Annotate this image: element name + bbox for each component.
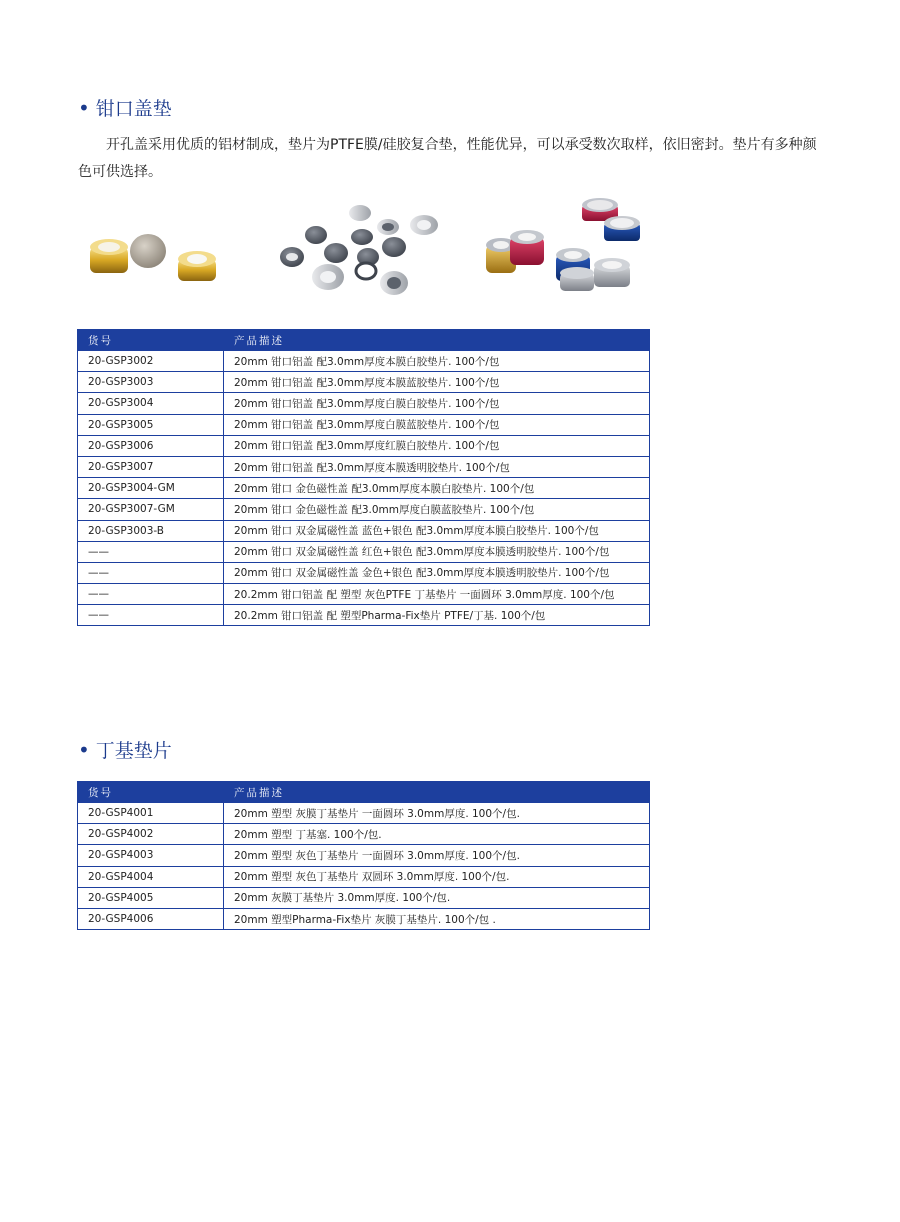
item-number-cell: 20-GSP4004	[78, 866, 224, 887]
section-title-text: 丁基垫片	[95, 740, 172, 762]
table-row	[78, 541, 650, 562]
item-number-cell: 20-GSP3006	[78, 435, 224, 456]
table-row	[78, 435, 650, 456]
bullet-icon: •	[78, 95, 90, 120]
table-row	[78, 478, 650, 499]
table-row	[78, 456, 650, 477]
table-row	[78, 845, 650, 866]
item-number-cell: 20-GSP3007-GM	[78, 499, 224, 520]
section-title-text: 钳口盖垫	[95, 98, 172, 120]
header-item-number: 货号	[78, 782, 224, 803]
table-header-row	[78, 782, 650, 803]
description-cell: 20mm 钳口铝盖 配3.0mm厚度本膜透明胶垫片. 100个/包	[224, 456, 650, 477]
item-number-cell: 20-GSP4001	[78, 803, 224, 824]
item-number-cell: 20-GSP3003	[78, 372, 224, 393]
item-number-cell: ——	[78, 584, 224, 605]
item-number-cell: 20-GSP4006	[78, 908, 224, 929]
table-row	[78, 351, 650, 372]
item-number-cell: ——	[78, 541, 224, 562]
description-cell: 20mm 钳口 金色磁性盖 配3.0mm厚度本膜白胶垫片. 100个/包	[224, 478, 650, 499]
description-cell: 20mm 钳口 双金属磁性盖 蓝色+银色 配3.0mm厚度本膜白胶垫片. 100个/包	[224, 520, 650, 541]
section-title-crimp-caps	[78, 94, 172, 121]
table-row	[78, 887, 650, 908]
header-description: 产品描述	[224, 782, 650, 803]
item-number-cell: 20-GSP3003-B	[78, 520, 224, 541]
description-cell: 20mm 钳口铝盖 配3.0mm厚度红膜白胶垫片. 100个/包	[224, 435, 650, 456]
table-row	[78, 393, 650, 414]
grey-septa-photo	[264, 195, 454, 305]
gold-caps-photo	[78, 195, 228, 305]
crimp-caps-table	[77, 329, 650, 626]
item-number-cell: 20-GSP3007	[78, 456, 224, 477]
description-cell: 20mm 塑型Pharma-Fix垫片 灰膜丁基垫片. 100个/包 .	[224, 908, 650, 929]
colored-caps-photo	[476, 195, 656, 305]
intro-paragraph: 开孔盖采用优质的铝材制成，垫片为PTFE膜/硅胶复合垫，性能优异，可以承受数次取样，依旧密封。垫片有多种颜色可供选择。	[78, 137, 817, 180]
header-description: 产品描述	[224, 330, 650, 351]
description-cell: 20mm 钳口 金色磁性盖 配3.0mm厚度白膜蓝胶垫片. 100个/包	[224, 499, 650, 520]
section-title-butyl-septa	[78, 736, 172, 763]
table-header-row	[78, 330, 650, 351]
table-row	[78, 584, 650, 605]
description-cell: 20mm 钳口铝盖 配3.0mm厚度白膜白胶垫片. 100个/包	[224, 393, 650, 414]
table-row	[78, 520, 650, 541]
header-item-number: 货号	[78, 330, 224, 351]
item-number-cell: 20-GSP3002	[78, 351, 224, 372]
item-number-cell: ——	[78, 562, 224, 583]
description-cell: 20mm 灰膜丁基垫片 3.0mm厚度. 100个/包.	[224, 887, 650, 908]
table-row	[78, 605, 650, 626]
description-cell: 20mm 塑型 丁基塞. 100个/包.	[224, 824, 650, 845]
item-number-cell: 20-GSP3004	[78, 393, 224, 414]
description-cell: 20mm 钳口 双金属磁性盖 金色+银色 配3.0mm厚度本膜透明胶垫片. 100个/包	[224, 562, 650, 583]
bullet-icon: •	[78, 737, 90, 762]
description-cell: 20mm 钳口铝盖 配3.0mm厚度本膜白胶垫片. 100个/包	[224, 351, 650, 372]
description-cell: 20.2mm 钳口铝盖 配 塑型Pharma-Fix垫片 PTFE/丁基. 100个/包	[224, 605, 650, 626]
table-row	[78, 372, 650, 393]
description-cell: 20.2mm 钳口铝盖 配 塑型 灰色PTFE 丁基垫片 一面圆环 3.0mm厚度. 100个/包	[224, 584, 650, 605]
table-row	[78, 562, 650, 583]
table-row	[78, 824, 650, 845]
description-cell: 20mm 塑型 灰色丁基垫片 一面圆环 3.0mm厚度. 100个/包.	[224, 845, 650, 866]
item-number-cell: 20-GSP4005	[78, 887, 224, 908]
description-cell: 20mm 钳口 双金属磁性盖 红色+银色 配3.0mm厚度本膜透明胶垫片. 100个/包	[224, 541, 650, 562]
product-photos	[78, 195, 658, 305]
table-row	[78, 803, 650, 824]
item-number-cell: 20-GSP4002	[78, 824, 224, 845]
item-number-cell: ——	[78, 605, 224, 626]
description-cell: 20mm 塑型 灰膜丁基垫片 一面圆环 3.0mm厚度. 100个/包.	[224, 803, 650, 824]
table-row	[78, 866, 650, 887]
item-number-cell: 20-GSP3005	[78, 414, 224, 435]
table-row	[78, 908, 650, 929]
description-cell: 20mm 钳口铝盖 配3.0mm厚度白膜蓝胶垫片. 100个/包	[224, 414, 650, 435]
butyl-septa-table	[77, 781, 650, 930]
item-number-cell: 20-GSP3004-GM	[78, 478, 224, 499]
table-row	[78, 414, 650, 435]
table-row	[78, 499, 650, 520]
description-cell: 20mm 钳口铝盖 配3.0mm厚度本膜蓝胶垫片. 100个/包	[224, 372, 650, 393]
description-cell: 20mm 塑型 灰色丁基垫片 双圆环 3.0mm厚度. 100个/包.	[224, 866, 650, 887]
item-number-cell: 20-GSP4003	[78, 845, 224, 866]
